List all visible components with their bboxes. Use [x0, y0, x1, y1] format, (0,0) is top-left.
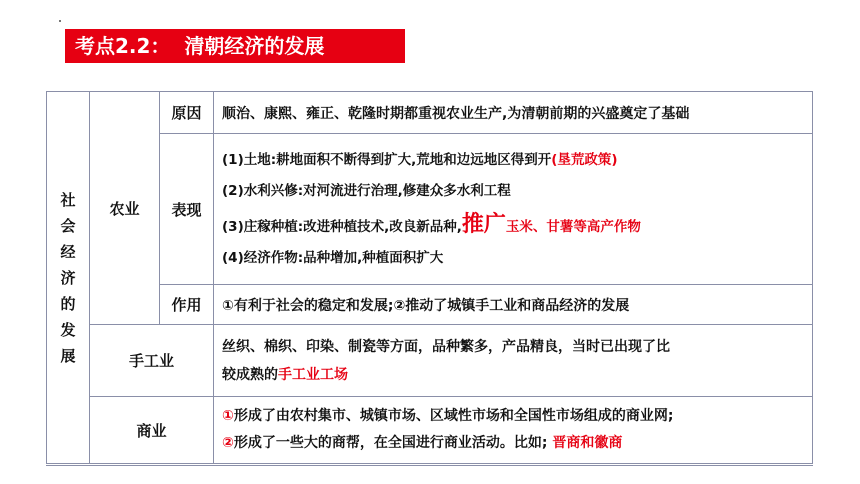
commerce-line-2 [222, 430, 622, 457]
commerce-line-1 [222, 403, 673, 430]
commerce-num-1: ① [222, 408, 234, 424]
handicraft-line-2-text: 较成熟的 [222, 366, 278, 383]
performance-line-3-text: (3)庄稼种植:改进种植技术,改良新品种, [222, 219, 462, 235]
section-title [65, 29, 405, 63]
main-label-char: 发 [60, 320, 76, 339]
effect-label: 作用 [159, 284, 214, 325]
title-prefix: 考点2.2： [75, 34, 171, 58]
performance-line-1 [222, 150, 618, 170]
commerce-num-2: ② [222, 435, 234, 451]
main-label-char: 的 [60, 294, 76, 313]
performance-line-3 [222, 212, 641, 240]
agriculture-label: 农业 [89, 91, 160, 325]
crops-highlight: 玉米、甘薯等高产作物 [505, 219, 641, 235]
performance-line-1-text: (1)土地:耕地面积不断得到扩大,荒地和边远地区得到开 [222, 152, 552, 168]
handicraft-line-2 [222, 361, 348, 389]
main-category-label [46, 91, 90, 464]
performance-label: 表现 [159, 133, 214, 285]
handicraft-label: 手工业 [89, 324, 214, 397]
merchants-highlight: 晋商和徽商 [552, 435, 623, 451]
reason-label: 原因 [159, 91, 214, 134]
decorative-dot [59, 20, 61, 22]
performance-content [213, 133, 813, 285]
commerce-line-2-text: 形成了一些大的商帮，在全国进行商业活动。比如; [233, 435, 553, 451]
main-label-char: 会 [60, 216, 76, 235]
promote-highlight: 推广 [461, 212, 506, 237]
policy-highlight: (垦荒政策) [551, 152, 618, 168]
workshop-highlight: 手工业工场 [278, 366, 348, 383]
main-label-char: 社 [60, 190, 76, 209]
handicraft-line-1: 丝织、棉织、印染、制瓷等方面，品种繁多，产品精良，当时已出现了比 [222, 338, 670, 355]
title-main: 清朝经济的发展 [184, 34, 325, 58]
main-label-char: 展 [60, 346, 76, 365]
main-label-char: 经 [60, 242, 76, 261]
bottom-divider [46, 465, 813, 466]
commerce-line-1-text: 形成了由农村集市、城镇市场、区域性市场和全国性市场组成的商业网; [233, 408, 674, 424]
handicraft-content [213, 324, 813, 397]
reason-text: 顺治、康熙、雍正、乾隆时期都重视农业生产,为清朝前期的兴盛奠定了基础 [213, 91, 813, 134]
effect-text: ①有利于社会的稳定和发展;②推动了城镇手工业和商品经济的发展 [213, 284, 813, 325]
commerce-label: 商业 [89, 396, 214, 464]
main-label-char: 济 [60, 268, 76, 287]
commerce-content [213, 396, 813, 464]
performance-line-4: (4)经济作物:品种增加,种植面积扩大 [222, 250, 444, 266]
performance-line-2: (2)水利兴修:对河流进行治理,修建众多水利工程 [222, 183, 511, 199]
